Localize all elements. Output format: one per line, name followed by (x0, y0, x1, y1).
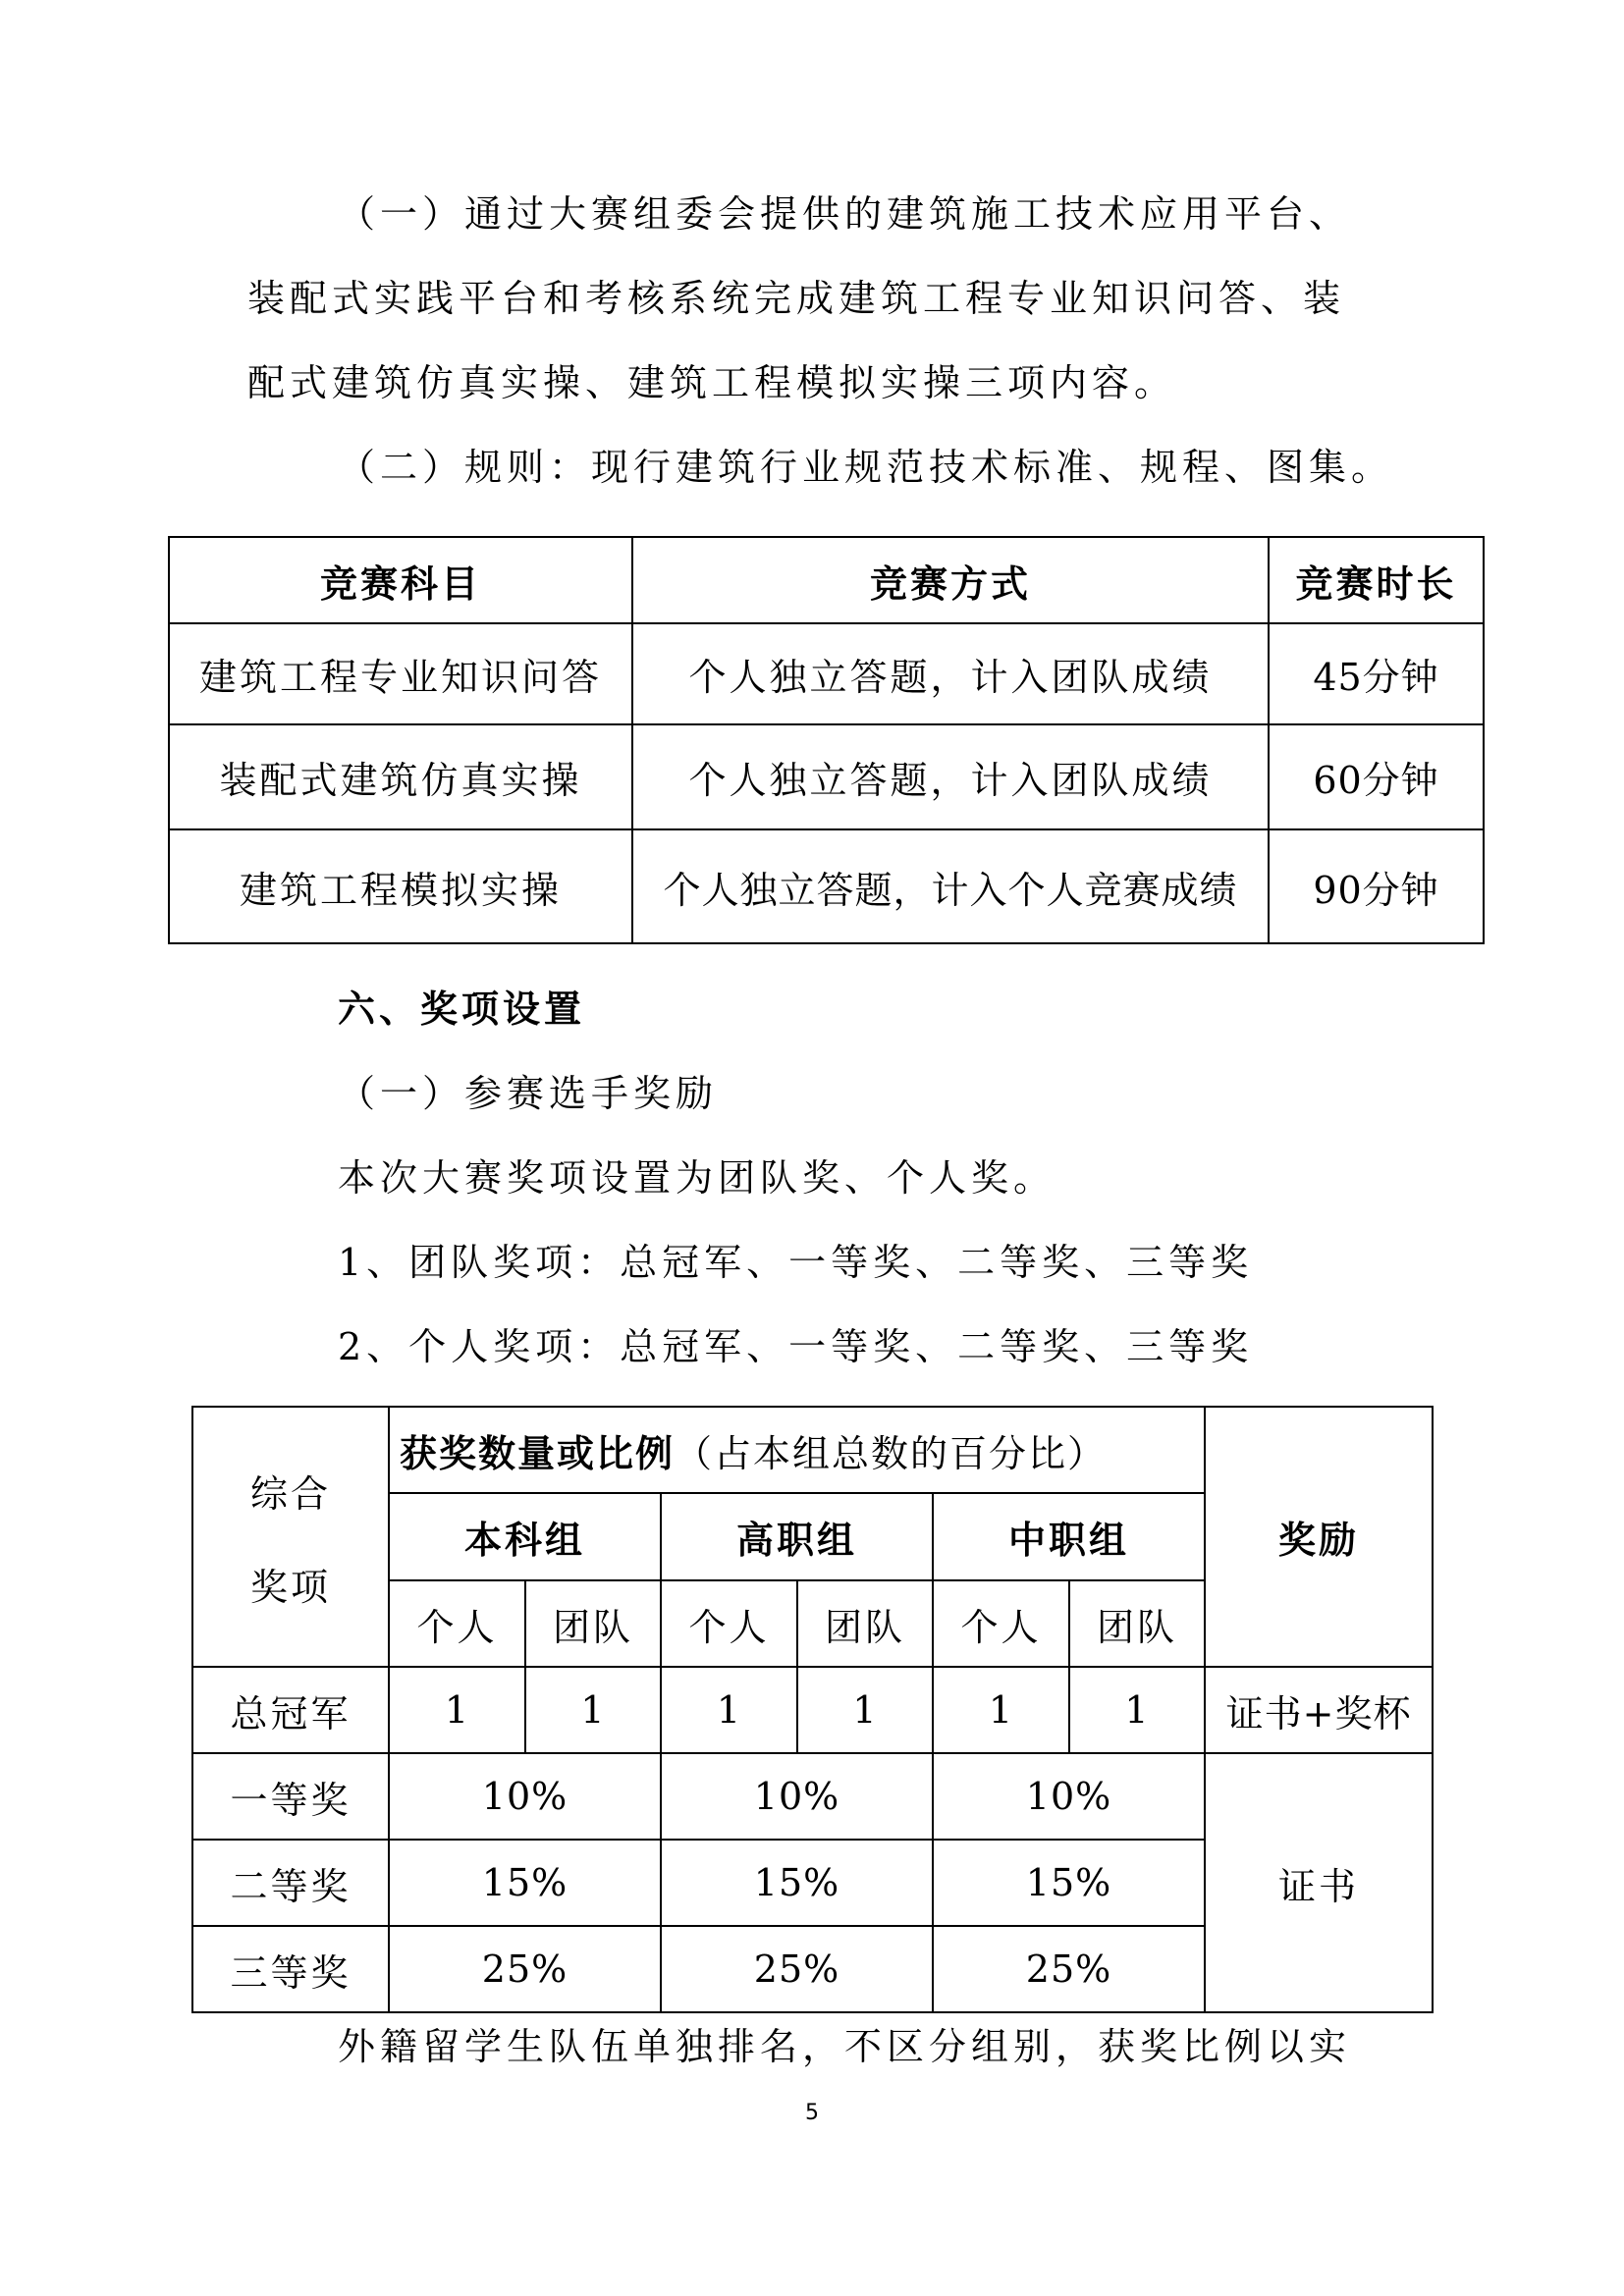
value-cell: 25% (389, 1926, 661, 2012)
method-cell: 个人独立答题，计入个人竞赛成绩 (632, 829, 1269, 943)
page-number: 5 (805, 2101, 819, 2125)
duration-cell: 90分钟 (1269, 829, 1484, 943)
competition-table (168, 536, 1485, 944)
value-cell: 10% (661, 1753, 933, 1840)
value-cell: 10% (933, 1753, 1205, 1840)
value-cell: 1 (1069, 1667, 1205, 1753)
award-type-line-2: 奖项 (249, 1565, 331, 1609)
subject-cell: 建筑工程模拟实操 (169, 829, 632, 943)
value-cell: 1 (797, 1667, 933, 1753)
sub-individual: 个人 (389, 1580, 525, 1667)
paragraph-2-rules: （二）规则：现行建筑行业规范技术标准、规程、图集。 (338, 446, 1394, 489)
value-cell: 15% (933, 1840, 1205, 1926)
sub-individual: 个人 (661, 1580, 797, 1667)
value-cell: 10% (389, 1753, 661, 1840)
award-type-line-1: 综合 (249, 1471, 331, 1516)
reward-cell: 证书+奖杯 (1205, 1667, 1433, 1753)
value-cell: 25% (933, 1926, 1205, 2012)
header-subject: 竞赛科目 (169, 537, 632, 623)
header-method: 竞赛方式 (632, 537, 1269, 623)
award-name: 总冠军 (192, 1667, 389, 1753)
section-6-intro: 本次大赛奖项设置为团队奖、个人奖。 (338, 1156, 1056, 1200)
table-row (192, 1667, 1433, 1753)
award-name: 一等奖 (192, 1753, 389, 1840)
ratio-header-title: 获奖数量或比例 (400, 1431, 676, 1475)
award-type-header (192, 1407, 389, 1667)
ratio-header-note: （占本组总数的百分比） (675, 1431, 1108, 1475)
value-cell: 25% (661, 1926, 933, 2012)
value-cell: 1 (525, 1667, 661, 1753)
group-higher-vocational: 高职组 (661, 1493, 933, 1580)
paragraph-1-line-2: 装配式实践平台和考核系统完成建筑工程专业知识问答、装 (247, 277, 1346, 320)
award-name: 三等奖 (192, 1926, 389, 2012)
value-cell: 1 (661, 1667, 797, 1753)
team-awards-line: 1、团队奖项：总冠军、一等奖、二等奖、三等奖 (338, 1241, 1254, 1284)
value-cell: 15% (661, 1840, 933, 1926)
reward-cell: 证书 (1205, 1753, 1433, 2012)
competition-table-header (169, 537, 1484, 623)
table-row (169, 623, 1484, 724)
trailing-paragraph: 外籍留学生队伍单独排名，不区分组别，获奖比例以实 (338, 2025, 1352, 2068)
section-6-subheading: （一）参赛选手奖励 (338, 1072, 719, 1115)
award-name: 二等奖 (192, 1840, 389, 1926)
ratio-header (389, 1407, 1205, 1493)
awards-header-row-1 (192, 1407, 1433, 1493)
sub-team: 团队 (797, 1580, 933, 1667)
duration-cell: 45分钟 (1269, 623, 1484, 724)
table-row (192, 1753, 1433, 1840)
group-undergraduate: 本科组 (389, 1493, 661, 1580)
group-secondary-vocational: 中职组 (933, 1493, 1205, 1580)
table-row (169, 724, 1484, 829)
sub-team: 团队 (525, 1580, 661, 1667)
value-cell: 15% (389, 1840, 661, 1926)
paragraph-1-line-3: 配式建筑仿真实操、建筑工程模拟实操三项内容。 (247, 361, 1177, 404)
method-cell: 个人独立答题，计入团队成绩 (632, 724, 1269, 829)
duration-cell: 60分钟 (1269, 724, 1484, 829)
section-6-heading: 六、奖项设置 (338, 988, 586, 1031)
sub-individual: 个人 (933, 1580, 1069, 1667)
header-duration: 竞赛时长 (1269, 537, 1484, 623)
subject-cell: 建筑工程专业知识问答 (169, 623, 632, 724)
reward-header: 奖励 (1205, 1407, 1433, 1667)
method-cell: 个人独立答题，计入团队成绩 (632, 623, 1269, 724)
paragraph-1-line-1: （一）通过大赛组委会提供的建筑施工技术应用平台、 (338, 192, 1352, 236)
sub-team: 团队 (1069, 1580, 1205, 1667)
value-cell: 1 (933, 1667, 1069, 1753)
value-cell: 1 (389, 1667, 525, 1753)
table-row (169, 829, 1484, 943)
subject-cell: 装配式建筑仿真实操 (169, 724, 632, 829)
awards-table (191, 1406, 1434, 2013)
individual-awards-line: 2、个人奖项：总冠军、一等奖、二等奖、三等奖 (338, 1325, 1254, 1368)
